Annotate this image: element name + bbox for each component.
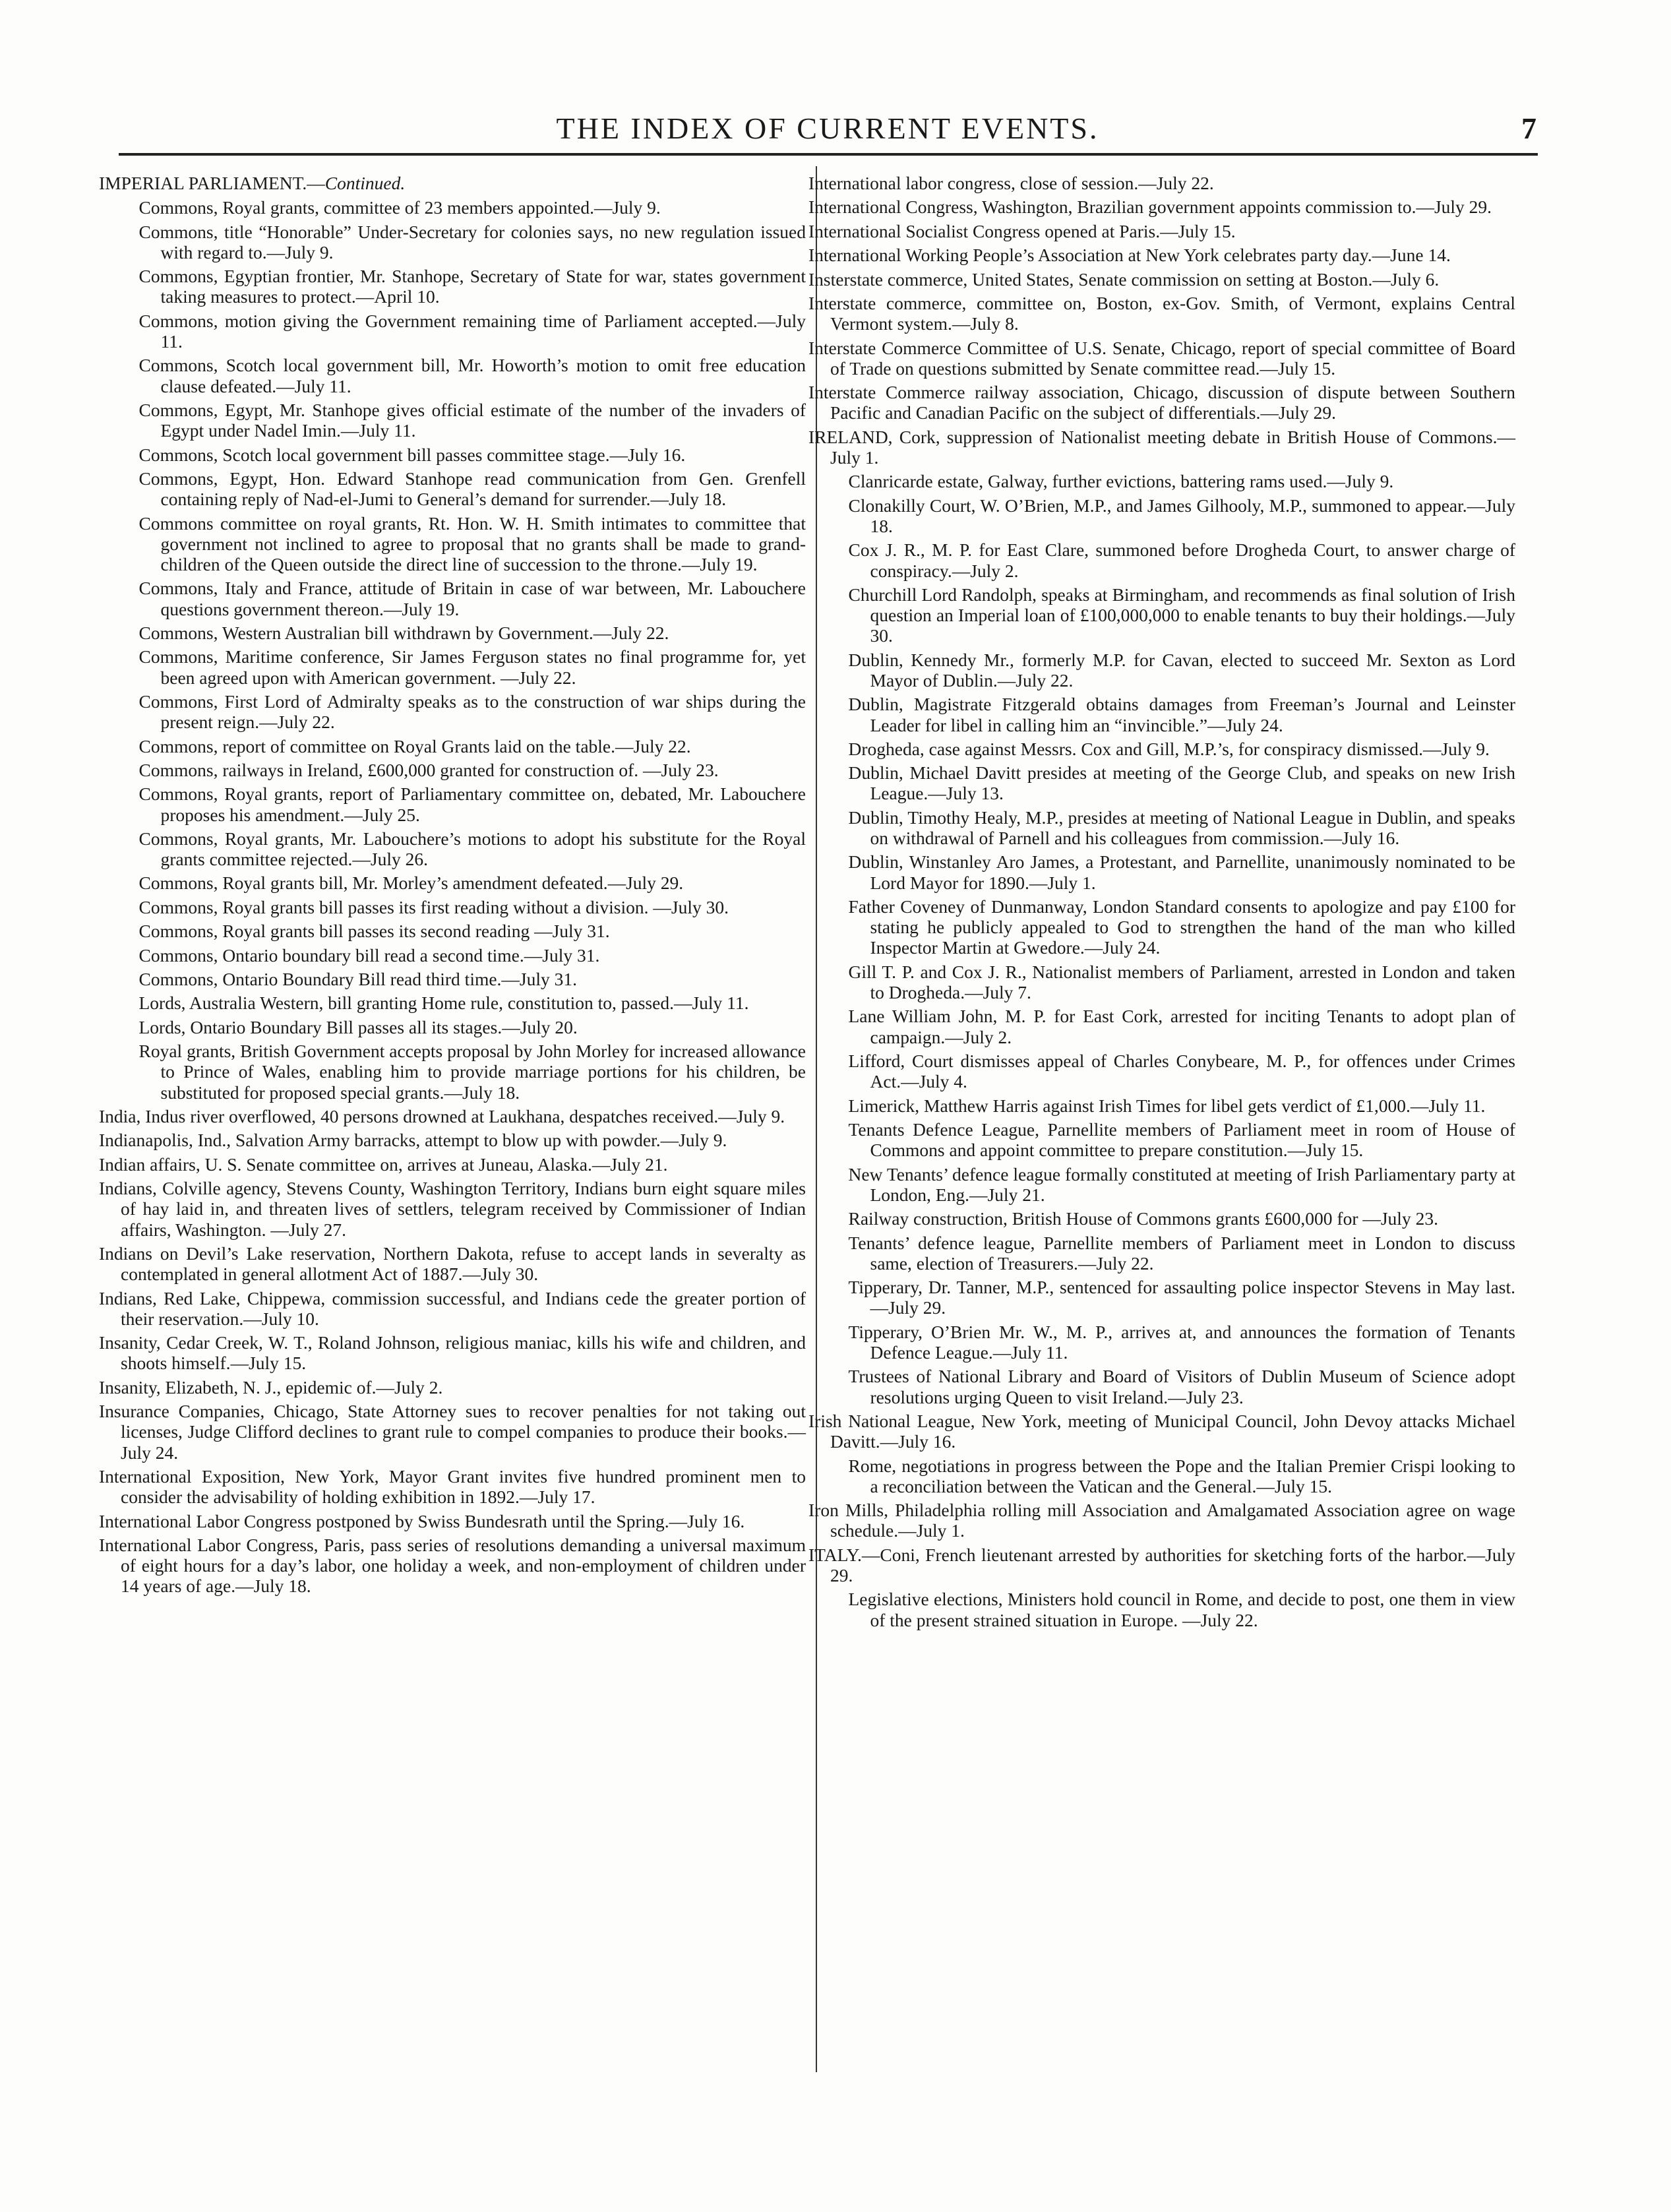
index-entry: Irish National League, New York, meeting of Municipal Council, John Devoy attacks Michael Davitt.—July 16. [808, 1410, 1515, 1452]
index-entry: Dublin, Michael Davitt presides at meeting of the George Club, and speaks on new Irish League.—July 13. [848, 762, 1515, 804]
index-entry: Dublin, Winstanley Aro James, a Protestant, and Parnellite, unanimously nominated to be Lord Mayor for 1890.—July 1. [848, 851, 1515, 893]
section-heading-text: IMPERIAL PARLIAMENT.— [99, 173, 325, 193]
index-entry: Commons, Royal grants, Mr. Labouchere’s motions to adopt his substitute for the Royal grants committee rejected.—July 26. [138, 828, 806, 870]
index-entry: Insurance Companies, Chicago, State Attorney sues to recover penalties for not taking out licenses, Judge Clifford declines to grant rule to compel companies to produce their books.—July 24. [99, 1401, 806, 1463]
right-entry-list [808, 173, 1515, 1630]
page-number: 7 [1521, 111, 1536, 145]
index-entry: Commons, Ontario Boundary Bill read third time.—July 31. [138, 969, 578, 990]
index-entry: Insterstate commerce, United States, Senate commission on setting at Boston.—July 6. [808, 268, 1440, 290]
right-column [808, 173, 1515, 1634]
index-entry: New Tenants’ defence league formally constituted at meeting of Irish Parliamentary party at London, Eng.—July 21. [848, 1163, 1515, 1205]
index-entry: Commons committee on royal grants, Rt. Hon. W. H. Smith intimates to committee that government not inclined to agree to proposal that no grants shall be made to grand-children of the Queen outside the direct line of succession to the throne.—July 19. [138, 512, 806, 574]
index-entry: ITALY.—Coni, French lieutenant arrested by authorities for sketching forts of the harbor.—July 29. [808, 1544, 1515, 1585]
index-entry: Commons, Egypt, Hon. Edward Stanhope read communication from Gen. Grenfell containing reply of Nad-el-Jumi to General’s demand for surrender.—July 18. [138, 468, 806, 510]
index-entry: Railway construction, British House of Commons grants £600,000 for —July 23. [848, 1208, 1438, 1229]
index-entry: Interstate commerce, committee on, Boston, ex-Gov. Smith, of Vermont, explains Central Vermont system.—July 8. [808, 292, 1515, 334]
index-entry: Lifford, Court dismisses appeal of Charles Conybeare, M. P., for offences under Crimes Act.—July 4. [848, 1051, 1515, 1092]
index-entry: Commons, Royal grants bill, Mr. Morley’s amendment defeated.—July 29. [138, 873, 684, 894]
index-entry: Clonakilly Court, W. O’Brien, M.P., and James Gilhooly, M.P., summoned to appear.—July 18. [848, 495, 1515, 536]
index-entry: International Working People’s Association at New York celebrates party day.—June 14. [808, 245, 1451, 266]
index-entry: IRELAND, Cork, suppression of Nationalist meeting debate in British House of Commons.—July 1. [808, 426, 1515, 468]
index-entry: Interstate Commerce Committee of U.S. Senate, Chicago, report of special committee of Board of Trade on questions submitted by Senate committee read.—July 15. [808, 337, 1515, 379]
index-entry: Legislative elections, Ministers hold council in Rome, and decide to post, one them in view of the present strained situation in Europe. —July 22. [848, 1589, 1515, 1630]
index-entry: Lords, Ontario Boundary Bill passes all its stages.—July 20. [138, 1016, 578, 1037]
index-entry: Indians on Devil’s Lake reservation, Northern Dakota, refuse to accept lands in severalty as contemplated in general allotment Act of 1887.—July 30. [99, 1243, 806, 1285]
index-entry: Royal grants, British Government accepts proposal by John Morley for increased allowance to Prince of Wales, enabling him to provide marriage portions for his children, be substituted for proposed special grants.—July 18. [138, 1041, 806, 1103]
index-entry: Indians, Colville agency, Stevens County, Washington Territory, Indians burn eight square miles of hay laid in, and threaten lives of settlers, telegram received by Commissioner of Indian affairs, Washington. —July 27. [99, 1178, 806, 1240]
index-entry: Cox J. R., M. P. for East Clare, summoned before Drogheda Court, to answer charge of conspiracy.—July 2. [848, 539, 1515, 581]
index-entry: Tipperary, Dr. Tanner, M.P., sentenced for assaulting police inspector Stevens in May last.—July 29. [848, 1277, 1515, 1318]
index-entry: Dublin, Kennedy Mr., formerly M.P. for Cavan, elected to succeed Mr. Sexton as Lord Mayor of Dublin.—July 22. [848, 649, 1515, 691]
index-entry: International Congress, Washington, Brazilian government appoints commission to.—July 29. [808, 197, 1492, 218]
index-entry: Commons, Scotch local government bill, Mr. Howorth’s motion to omit free education clause defeated.—July 11. [138, 355, 806, 396]
index-entry: Commons, title “Honorable” Under-Secretary for colonies says, no new regulation issued with regard to.—July 9. [138, 221, 806, 262]
index-entry: Commons, Maritime conference, Sir James Ferguson states no final programme for, yet been agreed upon with American government. —July 22. [138, 646, 806, 688]
index-entry: International Labor Congress postponed by Swiss Bundesrath until the Spring.—July 16. [99, 1510, 745, 1531]
index-entry: Commons, motion giving the Government remaining time of Parliament accepted.—July 11. [138, 310, 806, 352]
index-entry: Insanity, Elizabeth, N. J., epidemic of.—July 2. [99, 1376, 443, 1398]
index-entry: Dublin, Timothy Healy, M.P., presides at meeting of National League in Dublin, and speaks on withdrawal of Parnell and his colleagues from commission.—July 16. [848, 807, 1515, 849]
index-entry: Tipperary, O’Brien Mr. W., M. P., arrives at, and announces the formation of Tenants Defence League.—July 11. [848, 1321, 1515, 1363]
index-entry: Limerick, Matthew Harris against Irish Times for libel gets verdict of £1,000.—July 11. [848, 1095, 1486, 1116]
index-entry: Insanity, Cedar Creek, W. T., Roland Johnson, religious maniac, kills his wife and children, and shoots himself.—July 15. [99, 1332, 806, 1374]
index-entry: International Labor Congress, Paris, pass series of resolutions demanding a universal maximum of eight hours for a day’s labor, one holiday a week, and non-employment of children under 14 years of age.—July 18. [99, 1534, 806, 1597]
index-entry: Interstate Commerce railway association, Chicago, discussion of dispute between Southern Pacific and Canadian Pacific on the subject of differentials.—July 29. [808, 382, 1515, 423]
continued-label: Continued. [324, 173, 406, 193]
index-entry: Commons, First Lord of Admiralty speaks as to the construction of war ships during the present reign.—July 22. [138, 691, 806, 733]
index-entry: Commons, Western Australian bill withdrawn by Government.—July 22. [138, 622, 669, 643]
index-entry: Rome, negotiations in progress between the Pope and the Italian Premier Crispi looking to a reconciliation between the Vatican and the General.—July 15. [848, 1455, 1515, 1496]
index-entry: Commons, Royal grants, report of Parliamentary committee on, debated, Mr. Labouchere proposes his amendment.—July 25. [138, 783, 806, 825]
page-title: THE INDEX OF CURRENT EVENTS. [556, 111, 1099, 145]
index-entry: Lane William John, M. P. for East Cork, arrested for inciting Tenants to adopt plan of campaign.—July 2. [848, 1006, 1515, 1047]
index-entry: Gill T. P. and Cox J. R., Nationalist members of Parliament, arrested in London and taken to Drogheda.—July 7. [848, 961, 1515, 1003]
index-entry: India, Indus river overflowed, 40 persons drowned at Laukhana, despatches received.—July 9. [99, 1106, 785, 1127]
index-entry: Dublin, Magistrate Fitzgerald obtains damages from Freeman’s Journal and Leinster Leader for libel in calling him an “invincible.”—July 24. [848, 694, 1515, 735]
index-entry: Indians, Red Lake, Chippewa, commission successful, and Indians cede the greater portion of their reservation.—July 10. [99, 1287, 806, 1329]
index-entry: Clanricarde estate, Galway, further evictions, battering rams used.—July 9. [848, 471, 1394, 492]
index-entry: Trustees of National Library and Board of Visitors of Dublin Museum of Science adopt resolutions urging Queen to visit Ireland.—July 23. [848, 1366, 1515, 1407]
index-entry: International Socialist Congress opened at Paris.—July 15. [808, 220, 1236, 241]
index-entry: International labor congress, close of session.—July 22. [808, 173, 1214, 193]
section-heading [99, 173, 806, 193]
index-entry: Commons, Royal grants bill passes its second reading —July 31. [138, 921, 610, 942]
index-entry: Father Coveney of Dunmanway, London Standard consents to apologize and pay £100 for stating he publicly appealed to God to strengthen the hand of the man who killed Inspector Martin at Gwedore.—July 24. [848, 896, 1515, 958]
index-entry: Commons, railways in Ireland, £600,000 granted for construction of. —July 23. [138, 759, 719, 780]
left-column [99, 173, 806, 1600]
index-entry: International Exposition, New York, Mayor Grant invites five hundred prominent men to consider the advisability of holding exhibition in 1892.—July 17. [99, 1465, 806, 1508]
index-entry: Commons, Royal grants, committee of 23 members appointed.—July 9. [138, 197, 661, 218]
header-rule [119, 153, 1538, 156]
index-entry: Drogheda, case against Messrs. Cox and Gill, M.P.’s, for conspiracy dismissed.—July 9. [848, 738, 1490, 759]
index-entry: Indian affairs, U. S. Senate committee on, arrives at Juneau, Alaska.—July 21. [99, 1153, 668, 1175]
index-entry: Indianapolis, Ind., Salvation Army barracks, attempt to blow up with powder.—July 9. [99, 1130, 727, 1151]
left-entry-list [99, 197, 806, 1596]
index-entry: Iron Mills, Philadelphia rolling mill Association and Amalgamated Association agree on wage schedule.—July 1. [808, 1500, 1515, 1541]
index-entry: Tenants Defence League, Parnellite members of Parliament meet in room of House of Commons and appoint committee to prepare constitution.—July 15. [848, 1119, 1515, 1161]
index-entry: Commons, Scotch local government bill passes committee stage.—July 16. [138, 444, 686, 465]
page-header [119, 111, 1536, 153]
index-entry: Commons, Egyptian frontier, Mr. Stanhope, Secretary of State for war, states government taking measures to protect.—April 10. [138, 266, 806, 307]
index-entry: Lords, Australia Western, bill granting Home rule, constitution to, passed.—July 11. [138, 993, 749, 1014]
index-entry: Commons, Ontario boundary bill read a second time.—July 31. [138, 944, 600, 966]
index-entry: Commons, report of committee on Royal Grants laid on the table.—July 22. [138, 735, 691, 756]
index-entry: Commons, Egypt, Mr. Stanhope gives official estimate of the number of the invaders of Egypt under Nadel Imin.—July 11. [138, 399, 806, 441]
index-entry: Tenants’ defence league, Parnellite members of Parliament meet in London to discuss same, election of Treasurers.—July 22. [848, 1232, 1515, 1274]
index-entry: Commons, Italy and France, attitude of Britain in case of war between, Mr. Labouchere questions government thereon.—July 19. [138, 578, 806, 619]
index-entry: Commons, Royal grants bill passes its first reading without a division. —July 30. [138, 896, 729, 917]
index-entry: Churchill Lord Randolph, speaks at Birmingham, and recommends as final solution of Irish question an Imperial loan of £100,000,000 to enable tenants to buy their holdings.—July 30. [848, 584, 1515, 646]
